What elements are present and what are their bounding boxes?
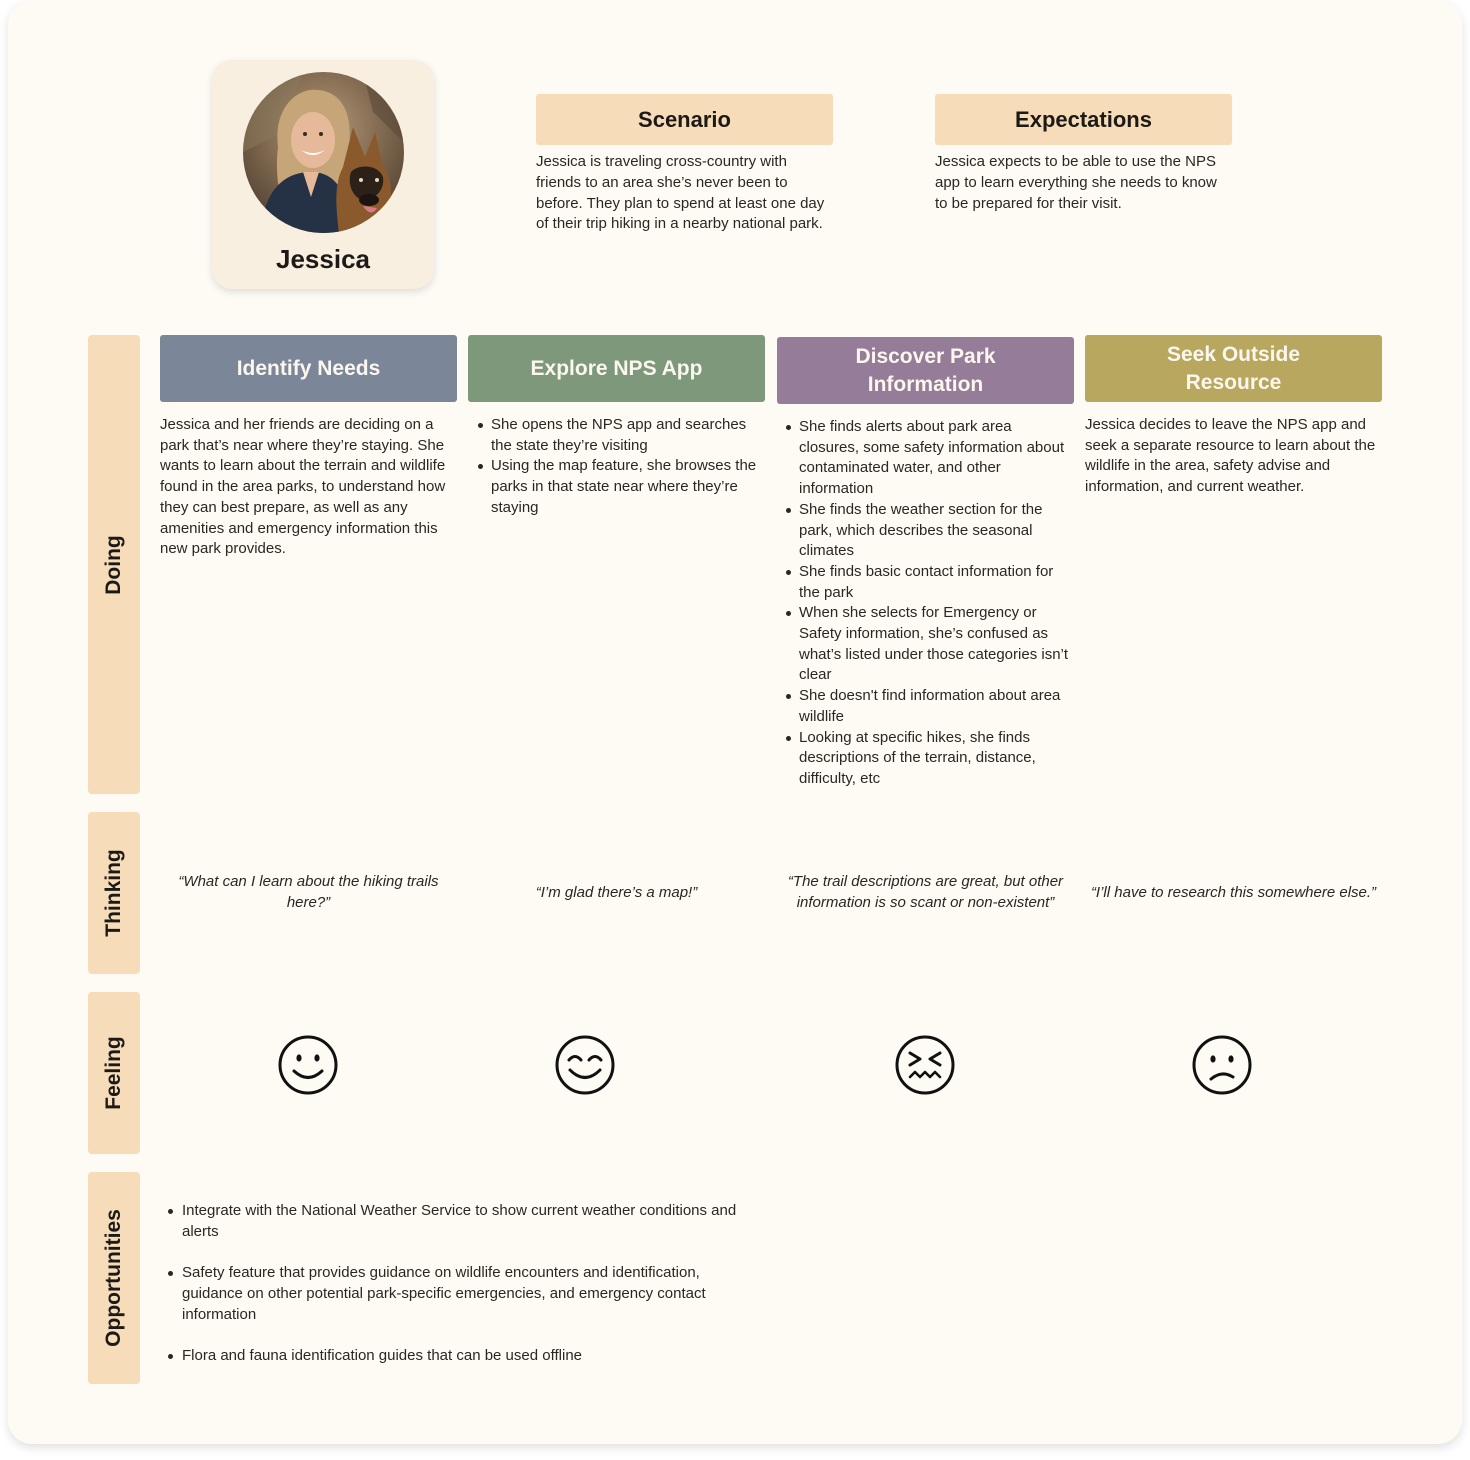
confused-face-icon — [1191, 1035, 1253, 1095]
list-item: She finds basic contact information for the park — [784, 562, 1074, 603]
expectations-heading: Expectations — [935, 94, 1232, 145]
row-label-feeling — [88, 992, 140, 1154]
doing-list-explore-nps-app — [476, 415, 766, 519]
thinking-quote-seek-outside-resource: “I’ll have to research this somewhere else.” — [1090, 883, 1377, 901]
doing-text-identify-needs: Jessica and her friends are deciding on a park that’s near where they’re staying. She wants to learn about the terrain and wildlife found in the area parks, to understand how they can best prepare, as well as any amenities and emergency information this new park provides. — [160, 416, 446, 558]
row-label-doing — [88, 335, 140, 794]
happy-closed-eyes-face-icon — [554, 1035, 616, 1095]
list-item: When she selects for Emergency or Safety information, she’s confused as what’s listed under those categories isn’t clear — [784, 603, 1074, 686]
scenario-text: Jessica is traveling cross-country with friends to an area she’s never been to before. They plan to spend at least one day of their trip hiking in a nearby national park. — [536, 153, 825, 233]
expectations-text: Jessica expects to be able to use the NPS app to learn everything she needs to know to be prepared for their visit. — [935, 153, 1217, 212]
row-label-doing-text: Doing — [102, 534, 125, 595]
persona-avatar — [243, 72, 404, 233]
doing-text-seek-outside-resource: Jessica decides to leave the NPS app and seek a separate resource to learn about the wildlife in the area, safety advise and information, and current weather. — [1085, 416, 1376, 496]
row-label-opportunities — [88, 1172, 140, 1384]
stage-header-seek-outside-resource: Seek Outside Resource — [1085, 335, 1382, 402]
list-item: Safety feature that provides guidance on wildlife encounters and identification, guidance on other potential park-specific emergencies, and emergency contact information — [167, 1263, 737, 1325]
stage-header-explore-nps-app: Explore NPS App — [468, 335, 765, 402]
thinking-quote-discover-park-information: “The trail descriptions are great, but other information is so scant or non-existent” — [787, 873, 1064, 911]
list-item: Flora and fauna identification guides that can be used offline — [167, 1346, 737, 1367]
persona-card — [212, 60, 434, 289]
stage-header-discover-park-information: Discover Park Information — [777, 337, 1074, 404]
row-label-feeling-text: Feeling — [102, 1036, 125, 1110]
woman-with-dog-photo — [243, 72, 404, 233]
list-item: She finds alerts about park area closures, some safety information about contaminated water, and other information — [784, 417, 1074, 500]
list-item: Looking at specific hikes, she finds descriptions of the terrain, distance, difficulty, etc — [784, 728, 1074, 790]
list-item: Using the map feature, she browses the parks in that state near where they’re staying — [476, 456, 766, 518]
list-item: She opens the NPS app and searches the state they’re visiting — [476, 415, 766, 456]
thinking-quote-identify-needs: “What can I learn about the hiking trails here?” — [178, 873, 439, 911]
list-item: She finds the weather section for the park, which describes the seasonal climates — [784, 500, 1074, 562]
list-item: She doesn't find information about area wildlife — [784, 686, 1074, 727]
row-label-opportunities-text: Opportunities — [102, 1209, 125, 1347]
smiling-face-icon — [277, 1035, 339, 1095]
frustrated-face-icon — [894, 1035, 956, 1095]
stage-header-identify-needs: Identify Needs — [160, 335, 457, 402]
opportunities-list — [167, 1201, 737, 1387]
list-item: Integrate with the National Weather Service to show current weather conditions and alerts — [167, 1201, 737, 1242]
thinking-quote-explore-nps-app: “I’m glad there’s a map!” — [535, 883, 698, 901]
row-label-thinking — [88, 812, 140, 974]
scenario-heading: Scenario — [536, 94, 833, 145]
doing-list-discover-park-information — [784, 417, 1074, 790]
persona-name: Jessica — [276, 244, 370, 274]
row-label-thinking-text: Thinking — [102, 849, 125, 937]
